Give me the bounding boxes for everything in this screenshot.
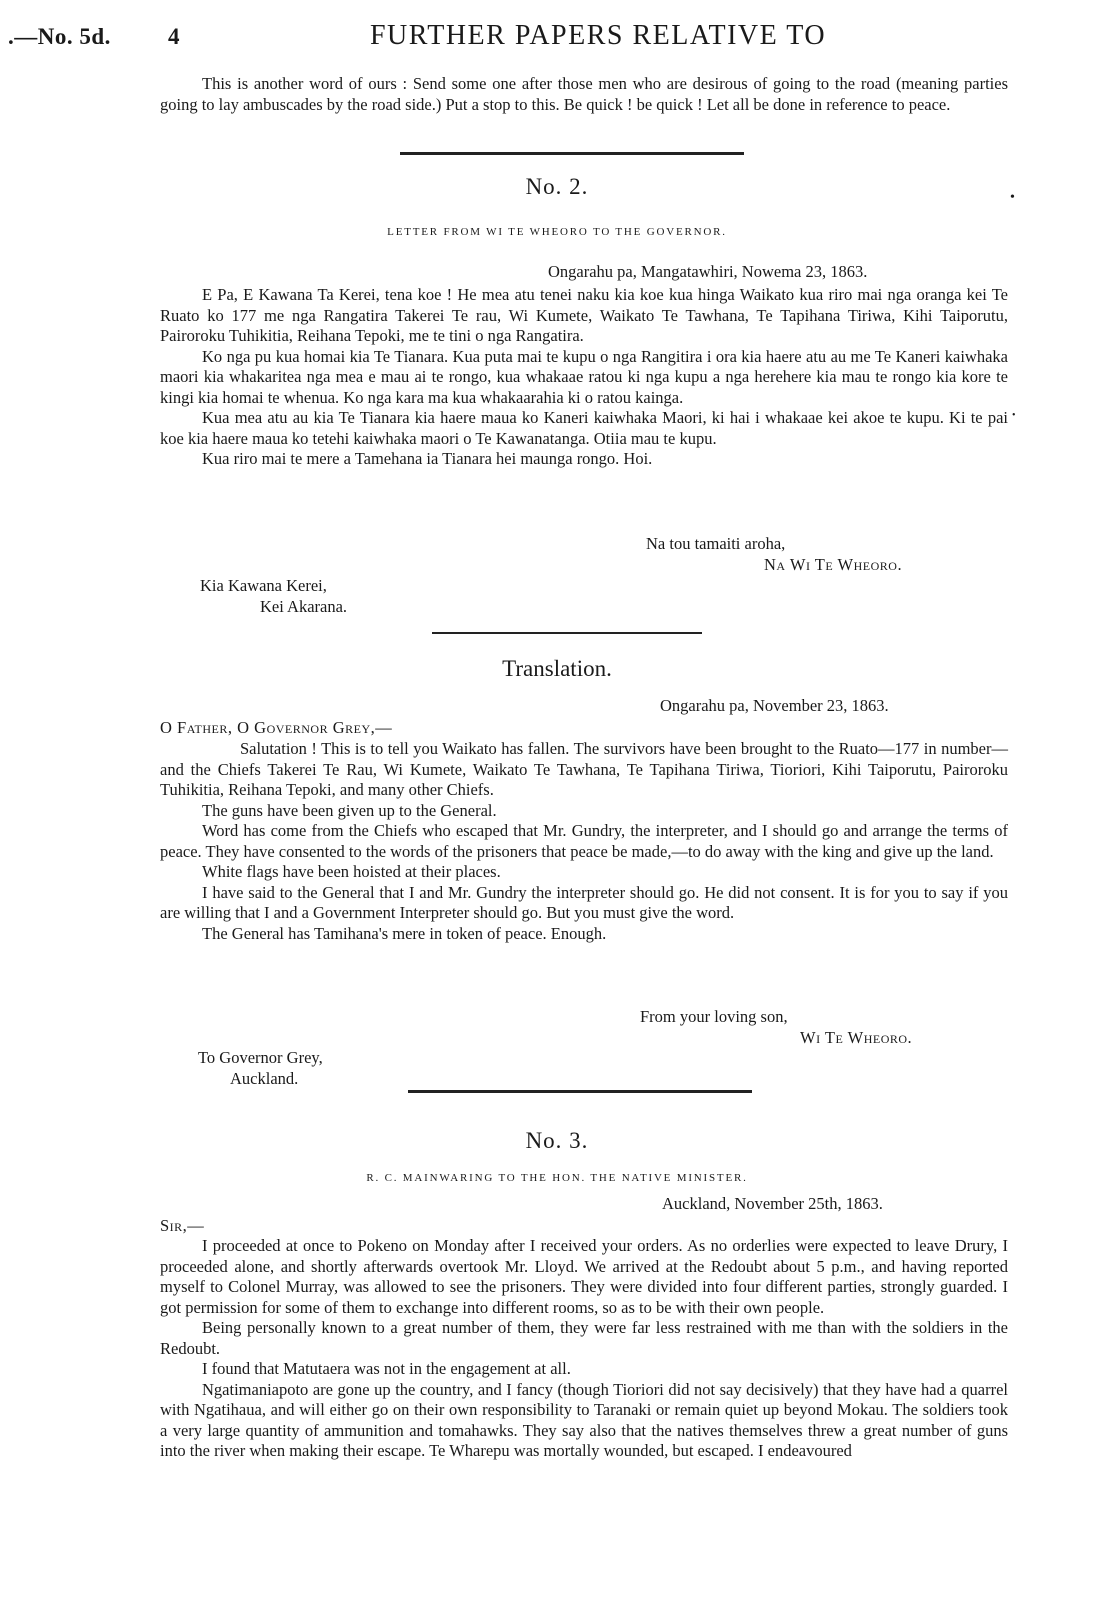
- scan-speck: •: [1010, 190, 1015, 205]
- page-number: 4: [168, 24, 180, 49]
- doc2-paragraph: Ko nga pu kua homai kia Te Tianara. Kua puta mai te kupu o nga Rangitira i ora kia haere atu au me Te Kaneri kaiwhaka maori kia whakaritea nga mea e mau ai te rongo, kua whakaae ratou ki nga kupu a nga herehere kia mau te rongo kia kore te kingi kia homai te whenua. Ko nga kara ma kua whakaarahia ki o ratou kainga.: [160, 346, 1008, 407]
- translation-addressee-place: Auckland.: [230, 1069, 299, 1088]
- doc3-salutation: Sir,—: [160, 1216, 205, 1235]
- doc3-paragraph: I found that Matutaera was not in the engagement at all.: [202, 1359, 571, 1378]
- translation-paragraph: Salutation ! This is to tell you Waikato has fallen. The survivors have been brought to the Ruato—177 in number—and the Chiefs Takerei Te Rau, Wi Kumete, Waikato Te Tawhana, Te Tapihana Tiriwa, Tioriori, Kihi Taiporutu, Pairoroku Tuhikitia, Reihana Tepoki, and many other Chiefs.: [160, 739, 1008, 799]
- translation-paragraph: White flags have been hoisted at their places.: [202, 862, 501, 881]
- document-reference: .—No. 5d.: [8, 24, 111, 49]
- doc3-number: No. 3.: [525, 1128, 589, 1153]
- doc3-place-date: Auckland, November 25th, 1863.: [662, 1194, 883, 1213]
- doc2-paragraph: Kua mea atu au kia Te Tianara kia haere maua ko Kaneri kaiwhaka Maori, ki hai i whakaae kei akoe te kupu. Ki te pai koe kia haere maua ko tetehi kaiwhaka maori o Te Kawanatanga. Otiia mau te kupu.: [160, 408, 1008, 448]
- doc2-body: [160, 285, 1008, 470]
- translation-paragraph: Word has come from the Chiefs who escaped that Mr. Gundry, the interpreter, and I should go and arrange the terms of peace. They have consented to the words of the prisoners that peace be made,—to do away with the king and give up the land.: [160, 821, 1008, 861]
- translation-heading: Translation.: [502, 656, 612, 681]
- section-divider: [400, 152, 744, 155]
- doc2-closing: Na tou tamaiti aroha,: [646, 534, 786, 553]
- doc2-paragraph: E Pa, E Kawana Ta Kerei, tena koe ! He mea atu tenei naku kia koe kua hinga Waikato kua riro mai nga oranga kei Te Ruato ko 177 me nga Rangatira Takerei Te rau, Wi Kumete, Waikato Te Tawhana, Te Tapihana Tiriwa, Kihi Taiporutu, Pairoroku Tuhikitia, Reihana Tepoki, me te tini o nga Rangatira.: [160, 285, 1008, 345]
- translation-signature: Wi Te Wheoro.: [800, 1028, 913, 1047]
- doc2-number: No. 2.: [525, 174, 589, 199]
- doc2-signature: Na Wi Te Wheoro.: [764, 555, 903, 574]
- translation-salutation: O Father, O Governor Grey,—: [160, 718, 393, 737]
- doc2-addressee-place: Kei Akarana.: [260, 597, 348, 616]
- translation-closing: From your loving son,: [640, 1007, 788, 1026]
- scan-speck: •: [1012, 410, 1016, 421]
- intro-paragraph: This is another word of ours : Send some one after those men who are desirous of going to the road (meaning parties going to lay ambuscades by the road side.) Put a stop to this. Be quick ! be quick ! Let all be done in reference to peace.: [160, 74, 1008, 114]
- doc2-paragraph: Kua riro mai te mere a Tamehana ia Tianara hei maunga rongo. Hoi.: [202, 449, 653, 468]
- page-header-title: FURTHER PAPERS RELATIVE TO: [369, 20, 827, 51]
- translation-paragraph: I have said to the General that I and Mr. Gundry the interpreter should go. He did not consent. It is for you to say if you are willing that I and a Government Interpreter should go. But you must give the word.: [160, 882, 1008, 922]
- section-divider: [408, 1090, 752, 1093]
- translation-paragraph: The General has Tamihana's mere in token of peace. Enough.: [202, 923, 607, 943]
- doc3-body: [160, 1236, 1008, 1462]
- translation-place-date: Ongarahu pa, November 23, 1863.: [660, 696, 889, 715]
- translation-addressee: To Governor Grey,: [198, 1048, 323, 1067]
- doc2-addressee: Kia Kawana Kerei,: [200, 576, 327, 595]
- translation-paragraph: The guns have been given up to the General.: [202, 800, 497, 820]
- doc3-caption: R. C. MAINWARING TO THE HON. THE NATIVE MINISTER.: [366, 1172, 748, 1184]
- doc2-caption: LETTER FROM WI TE WHEORO TO THE GOVERNOR.: [387, 226, 727, 238]
- section-divider: [432, 632, 702, 634]
- doc3-paragraph: Being personally known to a great number of them, they were far less restrained with me than with the soldiers in the Redoubt.: [160, 1318, 1008, 1358]
- doc3-paragraph: Ngatimaniapoto are gone up the country, and I fancy (though Tioriori did not say decisively) that they have had a quarrel with Ngatihaua, and will either go on their own responsibility to Taranaki or remain quiet up beyond Mokau. The soldiers took a very large quantity of ammunition and tomahawks. They say also that the natives themselves threw a great number of guns into the river when making their escape. Te Wharepu was mortally wounded, but escaped. I endeavoured: [160, 1379, 1008, 1460]
- intro-section: [160, 74, 1008, 115]
- doc3-paragraph: I proceeded at once to Pokeno on Monday after I received your orders. As no orderlies were expected to leave Drury, I proceeded alone, and shortly afterwards overtook Mr. Lloyd. We arrived at the Redoubt about 5 p.m., and having reported myself to Colonel Murray, was allowed to see the prisoners. They were divided into four different parties, strongly guarded. I got permission for some of them to exchange into different rooms, so as to be with their own people.: [160, 1236, 1008, 1317]
- doc2-place-date: Ongarahu pa, Mangatawhiri, Nowema 23, 1863.: [548, 262, 868, 281]
- running-header: [8, 20, 1108, 60]
- translation-body: [160, 739, 1008, 944]
